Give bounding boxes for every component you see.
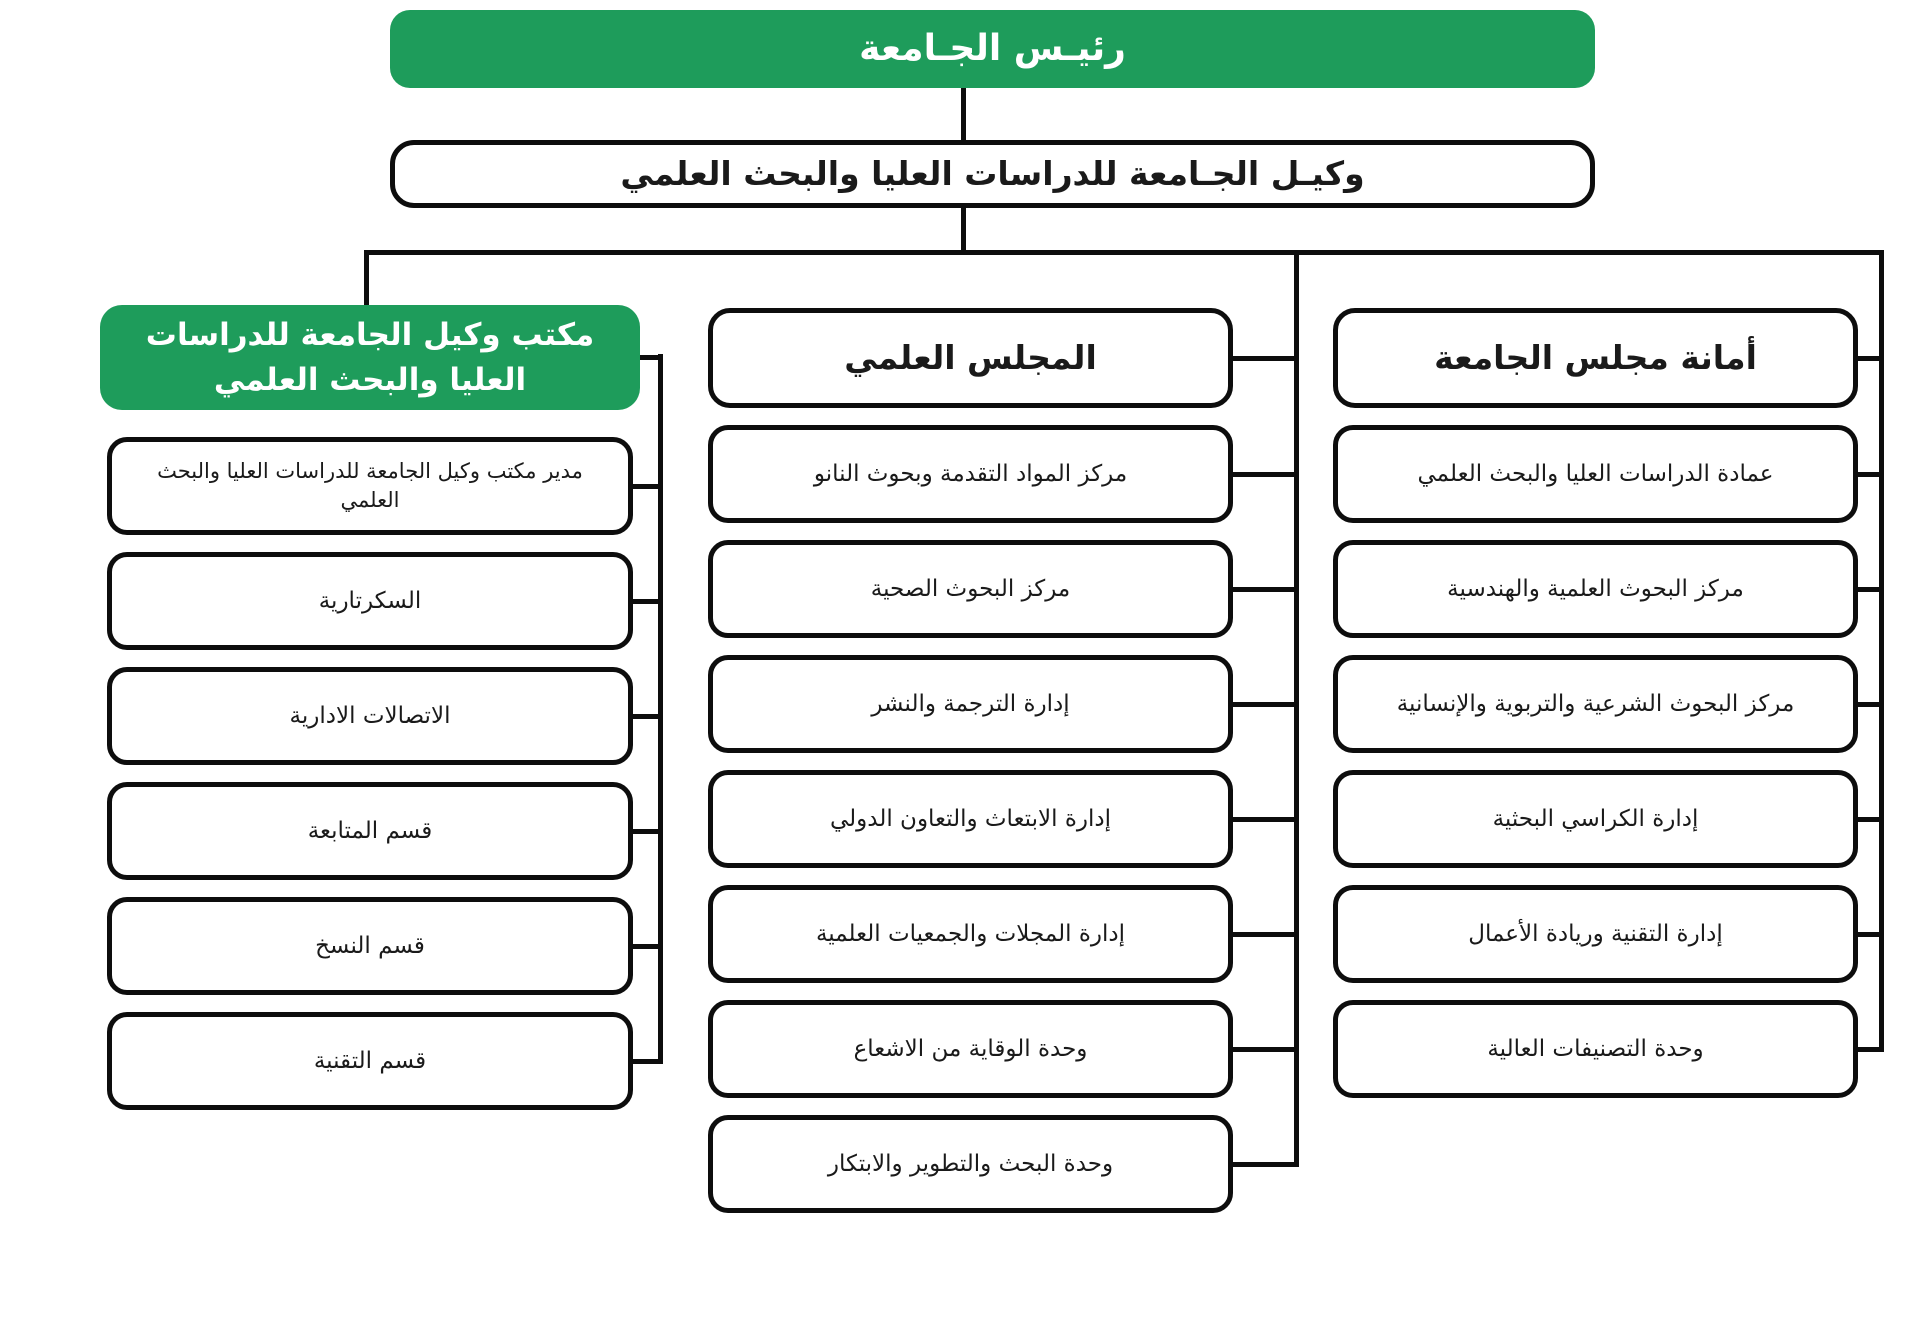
connector-stub-sc-5 [1231, 1047, 1299, 1052]
org-box-sc-scholarship-intl-cooperation: إدارة الابتعاث والتعاون الدولي [708, 770, 1233, 868]
connector-spine-office [658, 354, 663, 1064]
connector-stub-office-1 [631, 599, 663, 604]
org-box-sc-journals-societies: إدارة المجلات والجمعيات العلمية [708, 885, 1233, 983]
connector-stub-sc-header [1231, 356, 1299, 361]
org-box-sc-translation-publishing: إدارة الترجمة والنشر [708, 655, 1233, 753]
connector-stub-cs-1 [1856, 587, 1884, 592]
connector-stub-office-3 [631, 829, 663, 834]
connector-stub-sc-6 [1231, 1162, 1299, 1167]
connector-stub-office-2 [631, 714, 663, 719]
connector-stub-sc-0 [1231, 472, 1299, 477]
connector-stub-office-header [638, 355, 663, 360]
org-box-sc-research-development-innovation: وحدة البحث والتطوير والابتكار [708, 1115, 1233, 1213]
org-box-office-technology: قسم التقنية [107, 1012, 633, 1110]
connector-stub-sc-2 [1231, 702, 1299, 707]
org-box-cs-technology-entrepreneurship: إدارة التقنية وريادة الأعمال [1333, 885, 1858, 983]
org-box-cs-high-rankings-unit: وحدة التصنيفات العالية [1333, 1000, 1858, 1098]
org-box-office-copying: قسم النسخ [107, 897, 633, 995]
org-box-cs-scientific-engineering-research: مركز البحوث العلمية والهندسية [1333, 540, 1858, 638]
connector-root-deputy [961, 88, 966, 140]
org-box-office-director: مدير مكتب وكيل الجامعة للدراسات العليا والبحث العلمي [107, 437, 633, 535]
connector-stub-sc-1 [1231, 587, 1299, 592]
connector-stub-office-4 [631, 944, 663, 949]
org-box-office-secretariat: السكرتارية [107, 552, 633, 650]
org-box-president: رئيـس الجـامعة [390, 10, 1595, 88]
org-box-cs-sharia-educational-humanities: مركز البحوث الشرعية والتربوية والإنسانية [1333, 655, 1858, 753]
org-header-office: مكتب وكيل الجامعة للدراسات العليا والبحث العلمي [100, 305, 640, 410]
org-box-cs-graduate-studies-deanship: عمادة الدراسات العليا والبحث العلمي [1333, 425, 1858, 523]
connector-stub-cs-0 [1856, 472, 1884, 477]
connector-deputy-drop [961, 208, 966, 252]
connector-stub-cs-3 [1856, 817, 1884, 822]
connector-top-horizontal [364, 250, 1884, 255]
connector-stub-cs-5 [1856, 1047, 1884, 1052]
connector-spine-council-secretariat [1879, 250, 1884, 1051]
connector-stub-cs-2 [1856, 702, 1884, 707]
connector-spine-scientific-council [1294, 250, 1299, 1166]
connector-stub-cs-4 [1856, 932, 1884, 937]
org-box-office-follow-up: قسم المتابعة [107, 782, 633, 880]
connector-stub-cs-header [1856, 356, 1884, 361]
connector-stub-office-5 [631, 1059, 663, 1064]
connector-stub-sc-3 [1231, 817, 1299, 822]
org-box-vice-president: وكيـل الجـامعة للدراسات العليا والبحث العلمي [390, 140, 1595, 208]
connector-stub-office-0 [631, 484, 663, 489]
org-box-sc-advanced-materials-nano: مركز المواد التقدمة وبحوث النانو [708, 425, 1233, 523]
org-box-office-admin-communications: الاتصالات الادارية [107, 667, 633, 765]
connector-drop-office [364, 250, 369, 307]
org-box-sc-health-research: مركز البحوث الصحية [708, 540, 1233, 638]
connector-stub-sc-4 [1231, 932, 1299, 937]
org-box-cs-research-chairs: إدارة الكراسي البحثية [1333, 770, 1858, 868]
org-header-scientific-council: المجلس العلمي [708, 308, 1233, 408]
org-header-council-secretariat: أمانة مجلس الجامعة [1333, 308, 1858, 408]
org-box-sc-radiation-protection: وحدة الوقاية من الاشعاع [708, 1000, 1233, 1098]
